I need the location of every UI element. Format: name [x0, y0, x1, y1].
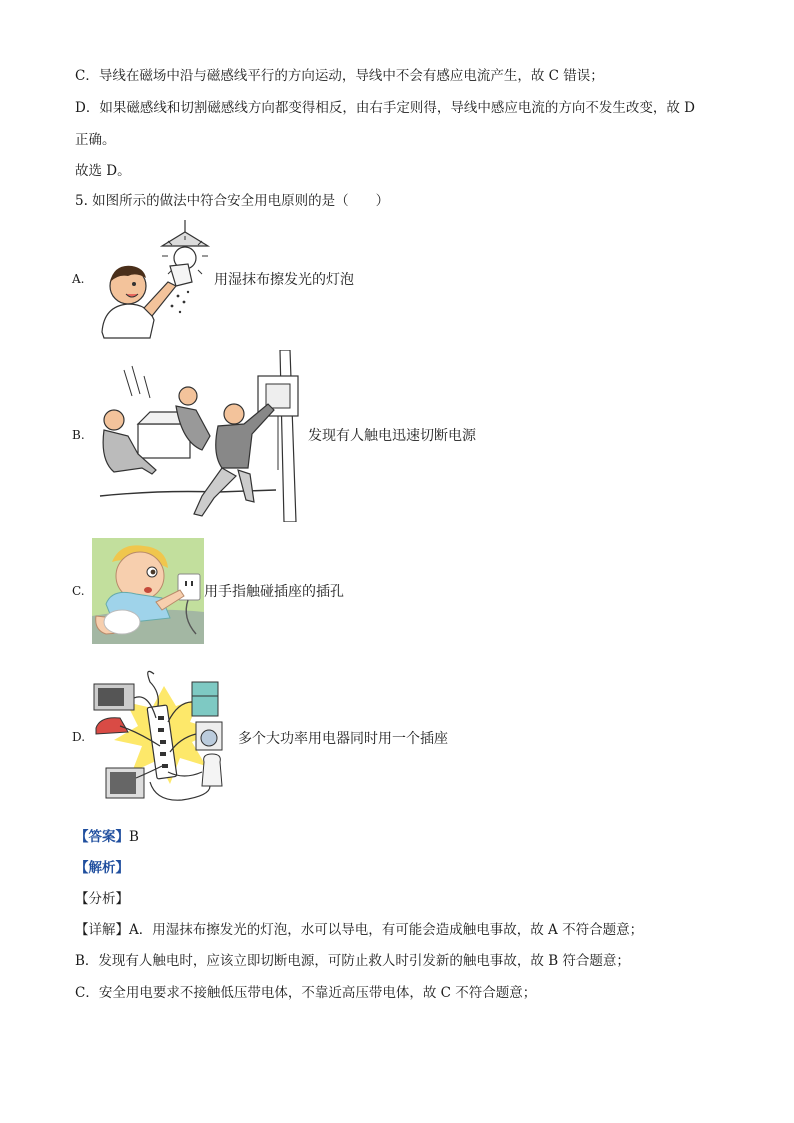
question-5: 5. 如图所示的做法中符合安全用电原则的是（ ） — [75, 193, 390, 209]
option-d-caption: 多个大功率用电器同时用一个插座 — [238, 731, 448, 747]
option-a-caption: 用湿抹布擦发光的灯泡 — [214, 272, 354, 288]
text-line-choose: 故选 D。 — [75, 163, 131, 179]
detail-a-text: A．用湿抹布擦发光的灯泡，水可以导电，有可能会造成触电事故，故 A 不符合题意； — [129, 922, 644, 938]
option-c-letter: C. — [72, 584, 85, 598]
fenxi-label: 【分析】 — [75, 891, 129, 907]
overloaded-socket-illustration — [90, 662, 238, 810]
answer-value: B — [129, 829, 139, 845]
option-b-caption: 发现有人触电迅速切断电源 — [308, 428, 476, 444]
text-line-c: C．导线在磁场中沿与磁感线平行的方向运动，导线中不会有感应电流产生，故 C 错误； — [75, 68, 604, 84]
fenxi-heading — [75, 889, 129, 909]
option-c-caption: 用手指触碰插座的插孔 — [204, 584, 344, 600]
wiping-bulb-illustration — [92, 220, 214, 340]
detail-line-a — [75, 920, 643, 940]
analysis-heading — [75, 858, 129, 878]
text-line-correct: 正确。 — [75, 132, 116, 148]
cutting-power-illustration — [98, 350, 308, 522]
option-d-letter: D. — [72, 730, 86, 744]
detail-line-c: C．安全用电要求不接触低压带电体，不靠近高压带电体，故 C 不符合题意； — [75, 985, 537, 1001]
analysis-label: 【解析】 — [75, 860, 129, 876]
answer-label: 【答案】 — [75, 829, 129, 845]
option-b-letter: B. — [72, 428, 85, 442]
text-line-d: D．如果磁感线和切割磁感线方向都变得相反，由右手定则得，导线中感应电流的方向不发生改变，故 D — [75, 100, 695, 116]
answer-line — [75, 827, 139, 847]
detail-line-b: B．发现有人触电时，应该立即切断电源，可防止救人时引发新的触电事故，故 B 符合题意； — [75, 953, 630, 969]
detail-label: 【详解】 — [75, 922, 129, 938]
option-a-letter: A. — [72, 272, 85, 286]
baby-socket-illustration — [92, 538, 204, 644]
